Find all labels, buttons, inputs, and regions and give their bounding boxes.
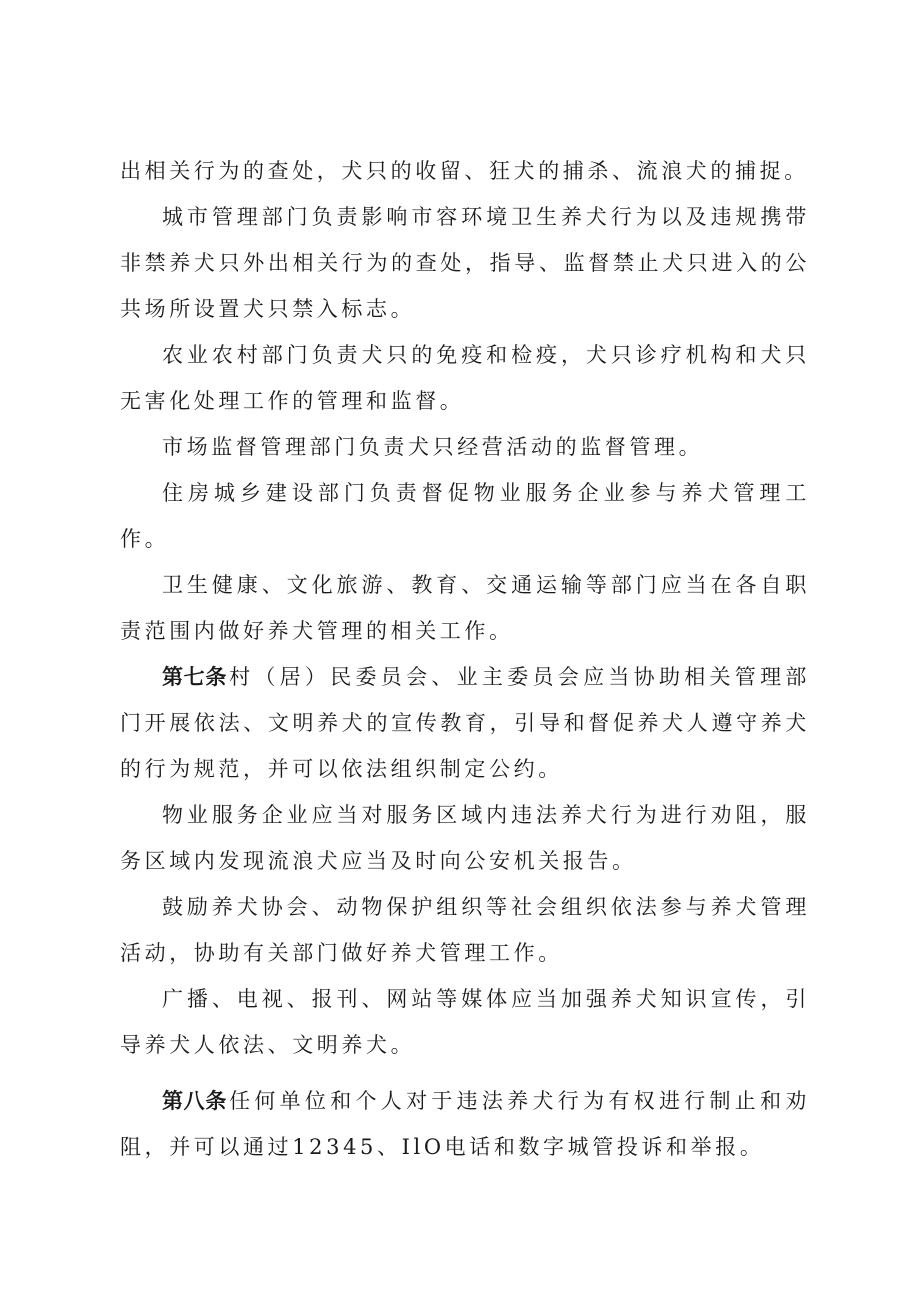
paragraph-social-organizations: 鼓励养犬协会、动物保护组织等社会组织依法参与养犬管理活动，协助有关部门做好养犬管理工作。 bbox=[120, 895, 810, 965]
article-eight-text: 任何单位和个人对于违法养犬行为有权进行制止和劝阻，并可以通过12345、IlO电话和数字城管投诉和举报。 bbox=[120, 1089, 810, 1159]
paragraph-police-duties-end: 出相关行为的查处，犬只的收留、狂犬的捕杀、流浪犬的捕捉。 bbox=[120, 159, 809, 183]
article-eight bbox=[120, 1078, 810, 1170]
paragraph-property-services: 物业服务企业应当对服务区域内违法养犬行为进行劝阻，服务区域内发现流浪犬应当及时向公安机关报告。 bbox=[120, 803, 810, 873]
article-seven-label: 第七条 bbox=[162, 665, 228, 689]
article-seven-text: 村（居）民委员会、业主委员会应当协助相关管理部门开展依法、文明养犬的宣传教育，引导和督促养犬人遵守养犬的行为规范，并可以依法组织制定公约。 bbox=[120, 665, 810, 781]
article-seven bbox=[120, 654, 810, 792]
paragraph-media: 广播、电视、报刊、网站等媒体应当加强养犬知识宣传，引导养犬人依法、文明养犬。 bbox=[120, 987, 810, 1057]
article-eight-label: 第八条 bbox=[162, 1089, 228, 1113]
paragraph-agriculture: 农业农村部门负责犬只的免疫和检疫，犬只诊疗机构和犬只无害化处理工作的管理和监督。 bbox=[120, 343, 810, 413]
document-page bbox=[120, 148, 810, 1170]
paragraph-other-departments: 卫生健康、文化旅游、教育、交通运输等部门应当在各自职责范围内做好养犬管理的相关工作。 bbox=[120, 573, 810, 643]
paragraph-market-supervision: 市场监督管理部门负责犬只经营活动的监督管理。 bbox=[162, 435, 704, 459]
paragraph-urban-management: 城市管理部门负责影响市容环境卫生养犬行为以及违规携带非禁养犬只外出相关行为的查处，指导、监督禁止犬只进入的公共场所设置犬只禁入标志。 bbox=[120, 205, 810, 321]
paragraph-housing: 住房城乡建设部门负责督促物业服务企业参与养犬管理工作。 bbox=[120, 481, 810, 551]
